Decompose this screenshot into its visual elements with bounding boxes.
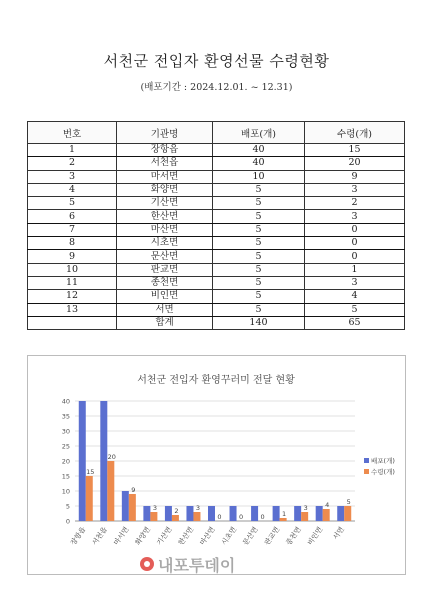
data-label: 3 xyxy=(303,504,308,512)
data-label: 1 xyxy=(282,510,287,518)
row-received: 3 xyxy=(305,210,405,223)
row-number: 7 xyxy=(28,223,117,236)
table-row xyxy=(28,263,405,276)
row-distributed: 5 xyxy=(213,250,305,263)
table-row xyxy=(28,290,405,303)
legend-swatch xyxy=(364,469,369,474)
y-tick-label: 0 xyxy=(65,517,70,526)
x-tick-label: 마산면 xyxy=(198,525,217,547)
row-agency: 화양면 xyxy=(117,183,213,196)
data-label: 20 xyxy=(107,453,116,461)
distribution-period: (배포기간 : 2024.12.01. ~ 12.31) xyxy=(140,82,293,93)
table-row xyxy=(28,170,405,183)
y-tick-label: 10 xyxy=(61,487,70,496)
row-number: 2 xyxy=(28,157,117,170)
bar-distributed xyxy=(79,401,86,521)
data-label: 2 xyxy=(174,507,179,515)
row-distributed: 5 xyxy=(213,263,305,276)
x-tick-label: 한산면 xyxy=(176,525,196,547)
table-body xyxy=(28,144,405,330)
legend-swatch xyxy=(364,458,369,463)
data-label: 0 xyxy=(217,513,222,521)
row-number: 5 xyxy=(28,197,117,210)
document-title: 서천군 전입자 환영선물 수령현황 xyxy=(103,52,330,70)
row-agency: 시초면 xyxy=(117,237,213,250)
total-number xyxy=(28,316,117,329)
row-received: 9 xyxy=(305,170,405,183)
row-number: 12 xyxy=(28,290,117,303)
bar-received xyxy=(344,506,351,521)
table-row xyxy=(28,237,405,250)
bar-distributed xyxy=(208,506,215,521)
legend-label: 배포(개) xyxy=(371,457,395,465)
row-received: 3 xyxy=(305,276,405,289)
table-row xyxy=(28,197,405,210)
row-agency: 기산면 xyxy=(117,197,213,210)
row-received: 3 xyxy=(305,183,405,196)
bar-distributed xyxy=(165,506,172,521)
row-agency: 마서면 xyxy=(117,170,213,183)
row-distributed: 5 xyxy=(213,197,305,210)
bar-distributed xyxy=(273,506,280,521)
chart-panel xyxy=(27,355,406,575)
table-row xyxy=(28,157,405,170)
bar-distributed xyxy=(122,491,129,521)
table-total-row xyxy=(28,316,405,329)
row-number: 1 xyxy=(28,144,117,157)
row-number: 11 xyxy=(28,276,117,289)
header-number: 번호 xyxy=(28,122,117,144)
row-received: 5 xyxy=(305,303,405,316)
y-tick-label: 20 xyxy=(61,457,70,466)
table-row xyxy=(28,223,405,236)
x-tick-label: 기산면 xyxy=(155,525,174,547)
chart-title: 서천군 전입자 환영꾸러미 전달 현황 xyxy=(137,375,295,386)
data-label: 0 xyxy=(238,513,244,521)
row-number: 8 xyxy=(28,237,117,250)
x-tick-label: 마서면 xyxy=(112,525,131,547)
y-tick-label: 5 xyxy=(65,502,70,511)
table-row xyxy=(28,276,405,289)
row-received: 0 xyxy=(305,237,405,250)
row-distributed: 5 xyxy=(213,210,305,223)
row-distributed: 40 xyxy=(213,157,305,170)
row-distributed: 40 xyxy=(213,144,305,157)
y-tick-label: 30 xyxy=(61,427,70,436)
table-row xyxy=(28,303,405,316)
data-label: 15 xyxy=(86,468,95,476)
y-tick-label: 15 xyxy=(61,472,70,481)
bar-received xyxy=(193,512,200,521)
bar-received xyxy=(129,494,136,521)
bar-received xyxy=(172,515,179,521)
header-agency: 기관명 xyxy=(117,122,213,144)
watermark-text: 내포투데이 xyxy=(158,555,236,575)
row-number: 13 xyxy=(28,303,117,316)
bar-received xyxy=(107,461,114,521)
bar-distributed xyxy=(186,506,193,521)
table-header-row xyxy=(28,122,405,144)
distribution-table xyxy=(27,121,405,330)
data-label: 9 xyxy=(131,486,136,494)
x-tick-label: 시초면 xyxy=(219,525,239,547)
row-received: 20 xyxy=(305,157,405,170)
bar-received xyxy=(301,512,308,521)
bar-received xyxy=(86,476,93,521)
table-row xyxy=(28,183,405,196)
y-tick-label: 35 xyxy=(61,412,70,421)
row-agency: 서천읍 xyxy=(117,157,213,170)
bar-received xyxy=(323,509,330,521)
row-agency: 판교면 xyxy=(117,263,213,276)
row-number: 3 xyxy=(28,170,117,183)
bar-received xyxy=(280,518,287,521)
x-tick-label: 판교면 xyxy=(263,525,282,547)
x-tick-label: 서천읍 xyxy=(90,525,109,547)
x-tick-label: 종천면 xyxy=(284,525,303,547)
y-tick-label: 40 xyxy=(61,397,70,406)
total-distributed: 140 xyxy=(213,316,305,329)
header-received: 수령(개) xyxy=(305,122,405,144)
bar-distributed xyxy=(294,506,301,521)
data-label: 5 xyxy=(346,498,351,506)
row-agency: 한산면 xyxy=(117,210,213,223)
bar-distributed xyxy=(100,401,107,521)
total-received: 65 xyxy=(305,316,405,329)
row-distributed: 5 xyxy=(213,223,305,236)
bar-distributed xyxy=(316,506,323,521)
x-tick-label: 문산면 xyxy=(241,525,260,547)
row-distributed: 5 xyxy=(213,183,305,196)
x-tick-label: 화양면 xyxy=(133,525,153,547)
table-row xyxy=(28,144,405,157)
row-number: 6 xyxy=(28,210,117,223)
row-agency: 종천면 xyxy=(117,276,213,289)
table-row xyxy=(28,250,405,263)
watermark-logo-icon xyxy=(140,557,154,571)
bar-chart xyxy=(28,356,405,574)
bar-distributed xyxy=(230,506,237,521)
row-agency: 장항읍 xyxy=(117,144,213,157)
bar-distributed xyxy=(251,506,258,521)
row-agency: 서면 xyxy=(117,303,213,316)
row-distributed: 5 xyxy=(213,303,305,316)
legend-label: 수령(개) xyxy=(371,468,395,476)
x-tick-label: 서면 xyxy=(331,525,346,542)
total-agency: 합계 xyxy=(117,316,213,329)
y-tick-label: 25 xyxy=(61,442,70,451)
data-label: 3 xyxy=(195,504,201,512)
header-distributed: 배포(개) xyxy=(213,122,305,144)
watermark xyxy=(140,552,300,576)
row-distributed: 5 xyxy=(213,237,305,250)
row-number: 10 xyxy=(28,263,117,276)
row-number: 4 xyxy=(28,183,117,196)
row-distributed: 5 xyxy=(213,276,305,289)
bar-distributed xyxy=(337,506,344,521)
row-distributed: 10 xyxy=(213,170,305,183)
data-label: 3 xyxy=(152,504,157,512)
row-received: 15 xyxy=(305,144,405,157)
bar-distributed xyxy=(143,506,150,521)
bar-received xyxy=(150,512,157,521)
row-agency: 마산면 xyxy=(117,223,213,236)
row-received: 2 xyxy=(305,197,405,210)
row-received: 4 xyxy=(305,290,405,303)
table-row xyxy=(28,210,405,223)
row-received: 1 xyxy=(305,263,405,276)
row-distributed: 5 xyxy=(213,290,305,303)
x-tick-label: 비인면 xyxy=(306,525,325,547)
row-received: 0 xyxy=(305,250,405,263)
row-received: 0 xyxy=(305,223,405,236)
row-agency: 비인면 xyxy=(117,290,213,303)
data-label: 4 xyxy=(325,501,330,509)
data-label: 0 xyxy=(260,513,265,521)
row-number: 9 xyxy=(28,250,117,263)
x-tick-label: 장항읍 xyxy=(69,525,88,547)
row-agency: 문산면 xyxy=(117,250,213,263)
